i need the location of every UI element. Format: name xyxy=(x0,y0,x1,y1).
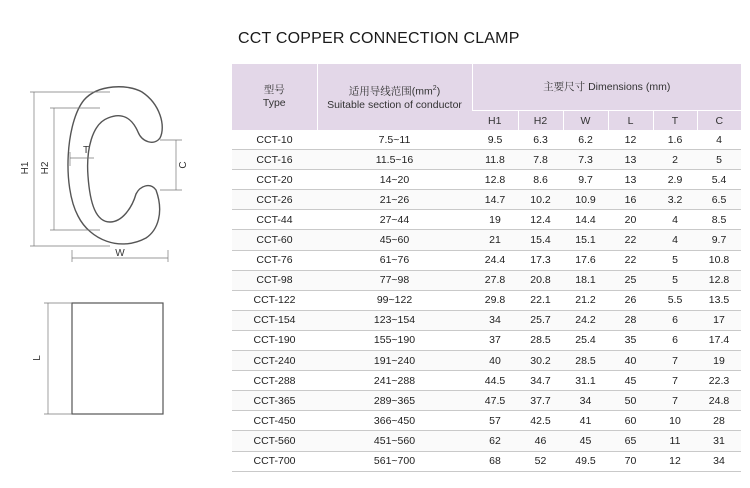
cell-w: 6.2 xyxy=(563,130,608,150)
cell-t: 4 xyxy=(653,210,697,230)
cell-h1: 24.4 xyxy=(472,250,518,270)
cell-t: 7 xyxy=(653,391,697,411)
col-header-h1: H1 xyxy=(472,111,518,131)
dimension-labels xyxy=(20,145,189,361)
cell-t: 5.5 xyxy=(653,290,697,310)
cell-h1: 12.8 xyxy=(472,170,518,190)
cell-h2: 22.1 xyxy=(518,290,563,310)
cell-section: 191~240 xyxy=(317,351,472,371)
cell-h2: 15.4 xyxy=(518,230,563,250)
cell-h1: 27.8 xyxy=(472,270,518,290)
cell-section: 366~450 xyxy=(317,411,472,431)
cell-type: CCT-10 xyxy=(232,130,317,150)
cell-l: 35 xyxy=(608,330,653,350)
cell-c: 12.8 xyxy=(697,270,741,290)
table-row xyxy=(232,391,741,411)
cell-l: 45 xyxy=(608,371,653,391)
cell-w: 7.3 xyxy=(563,150,608,170)
cell-h2: 42.5 xyxy=(518,411,563,431)
cell-t: 12 xyxy=(653,451,697,471)
cell-l: 16 xyxy=(608,190,653,210)
cell-h1: 34 xyxy=(472,310,518,330)
section-header-en: Suitable section of conductor xyxy=(327,98,462,111)
cell-section: 77~98 xyxy=(317,270,472,290)
cell-l: 28 xyxy=(608,310,653,330)
cell-section: 155~190 xyxy=(317,330,472,350)
cell-h1: 47.5 xyxy=(472,391,518,411)
section-header-cn: 适用导线范围$(mm^2)$ xyxy=(348,85,441,98)
table-body xyxy=(232,130,741,471)
cell-h2: 17.3 xyxy=(518,250,563,270)
cell-t: 1.6 xyxy=(653,130,697,150)
cell-type: CCT-365 xyxy=(232,391,317,411)
cell-c: 5 xyxy=(697,150,741,170)
cell-type: CCT-122 xyxy=(232,290,317,310)
col-header-h2: H2 xyxy=(518,111,563,131)
h1-label: H1 xyxy=(20,161,31,175)
cell-type: CCT-26 xyxy=(232,190,317,210)
cell-section: 561~700 xyxy=(317,451,472,471)
cell-c: 17 xyxy=(697,310,741,330)
cell-l: 22 xyxy=(608,250,653,270)
cell-type: CCT-560 xyxy=(232,431,317,451)
cell-section: 14~20 xyxy=(317,170,472,190)
cell-type: CCT-288 xyxy=(232,371,317,391)
cell-t: 5 xyxy=(653,270,697,290)
cell-h2: 10.2 xyxy=(518,190,563,210)
cell-type: CCT-240 xyxy=(232,351,317,371)
t-label: T xyxy=(82,145,90,156)
cell-t: 4 xyxy=(653,230,697,250)
clamp-side-view xyxy=(44,303,163,414)
dimensions-table xyxy=(232,64,741,472)
cell-c: 22.3 xyxy=(697,371,741,391)
table-row xyxy=(232,190,741,210)
cell-w: 45 xyxy=(563,431,608,451)
page-title: CCT COPPER CONNECTION CLAMP xyxy=(238,30,520,47)
col-header-w: W xyxy=(563,111,608,131)
cell-l: 22 xyxy=(608,230,653,250)
table-row xyxy=(232,330,741,350)
cell-type: CCT-20 xyxy=(232,170,317,190)
cell-w: 31.1 xyxy=(563,371,608,391)
table-row xyxy=(232,431,741,451)
col-header-c: C xyxy=(697,111,741,131)
cell-w: 34 xyxy=(563,391,608,411)
cell-section: 241~288 xyxy=(317,371,472,391)
cell-c: 13.5 xyxy=(697,290,741,310)
table-row xyxy=(232,310,741,330)
cell-w: 10.9 xyxy=(563,190,608,210)
w-label: W xyxy=(115,248,125,259)
table-row xyxy=(232,451,741,471)
cell-l: 13 xyxy=(608,150,653,170)
table-row xyxy=(232,150,741,170)
col-header-t: T xyxy=(653,111,697,131)
cell-c: 10.8 xyxy=(697,250,741,270)
cell-section: 99~122 xyxy=(317,290,472,310)
cell-w: 49.5 xyxy=(563,451,608,471)
cell-h2: 46 xyxy=(518,431,563,451)
cell-c: 19 xyxy=(697,351,741,371)
cell-t: 6 xyxy=(653,330,697,350)
table-row xyxy=(232,270,741,290)
cell-type: CCT-98 xyxy=(232,270,317,290)
cell-section: 21~26 xyxy=(317,190,472,210)
cell-t: 3.2 xyxy=(653,190,697,210)
cell-l: 26 xyxy=(608,290,653,310)
cell-type: CCT-60 xyxy=(232,230,317,250)
cell-h2: 37.7 xyxy=(518,391,563,411)
cell-c: 24.8 xyxy=(697,391,741,411)
cell-w: 18.1 xyxy=(563,270,608,290)
cell-section: 7.5~11 xyxy=(317,130,472,150)
cell-c: 6.5 xyxy=(697,190,741,210)
cell-l: 60 xyxy=(608,411,653,431)
cell-l: 25 xyxy=(608,270,653,290)
cell-h2: 6.3 xyxy=(518,130,563,150)
cell-type: CCT-190 xyxy=(232,330,317,350)
table-row xyxy=(232,210,741,230)
cell-h1: 9.5 xyxy=(472,130,518,150)
cell-t: 2.9 xyxy=(653,170,697,190)
type-header-en: Type xyxy=(262,97,286,109)
cell-w: 41 xyxy=(563,411,608,431)
cell-h2: 20.8 xyxy=(518,270,563,290)
cell-h2: 52 xyxy=(518,451,563,471)
cell-w: 21.2 xyxy=(563,290,608,310)
cell-l: 65 xyxy=(608,431,653,451)
cell-l: 13 xyxy=(608,170,653,190)
c-label: C xyxy=(178,161,189,169)
cell-section: 27~44 xyxy=(317,210,472,230)
cell-l: 70 xyxy=(608,451,653,471)
cell-h1: 44.5 xyxy=(472,371,518,391)
cell-c: 5.4 xyxy=(697,170,741,190)
cell-section: 45~60 xyxy=(317,230,472,250)
cell-c: 34 xyxy=(697,451,741,471)
l-label: L xyxy=(32,355,43,361)
cell-h2: 25.7 xyxy=(518,310,563,330)
clamp-drawing xyxy=(0,0,232,488)
dimension-lines xyxy=(30,92,182,262)
cell-type: CCT-700 xyxy=(232,451,317,471)
cell-c: 4 xyxy=(697,130,741,150)
table-row xyxy=(232,130,741,150)
cell-t: 6 xyxy=(653,310,697,330)
table-row xyxy=(232,230,741,250)
cell-type: CCT-76 xyxy=(232,250,317,270)
section-header xyxy=(317,64,472,130)
cell-l: 20 xyxy=(608,210,653,230)
cell-t: 7 xyxy=(653,351,697,371)
cell-w: 28.5 xyxy=(563,351,608,371)
cell-type: CCT-16 xyxy=(232,150,317,170)
type-header-cn: 型号 xyxy=(263,84,285,96)
cell-c: 31 xyxy=(697,431,741,451)
cell-h1: 14.7 xyxy=(472,190,518,210)
cell-w: 15.1 xyxy=(563,230,608,250)
cell-section: 123~154 xyxy=(317,310,472,330)
cell-h1: 19 xyxy=(472,210,518,230)
cell-section: 451~560 xyxy=(317,431,472,451)
cell-h1: 68 xyxy=(472,451,518,471)
cell-h1: 40 xyxy=(472,351,518,371)
cell-c: 8.5 xyxy=(697,210,741,230)
table-row xyxy=(232,351,741,371)
cell-l: 50 xyxy=(608,391,653,411)
table-row xyxy=(232,411,741,431)
cell-h1: 11.8 xyxy=(472,150,518,170)
cell-h2: 28.5 xyxy=(518,330,563,350)
cell-t: 10 xyxy=(653,411,697,431)
cell-h1: 37 xyxy=(472,330,518,350)
dimensions-header: 主要尺寸 Dimensions (mm) xyxy=(472,64,741,111)
cell-type: CCT-44 xyxy=(232,210,317,230)
cell-h2: 34.7 xyxy=(518,371,563,391)
cell-t: 5 xyxy=(653,250,697,270)
cell-c: 9.7 xyxy=(697,230,741,250)
cell-type: CCT-450 xyxy=(232,411,317,431)
c-clamp-profile xyxy=(68,87,162,244)
table-row xyxy=(232,371,741,391)
type-header xyxy=(232,64,317,130)
cell-t: 11 xyxy=(653,431,697,451)
table-row xyxy=(232,290,741,310)
cell-t: 7 xyxy=(653,371,697,391)
cell-h2: 30.2 xyxy=(518,351,563,371)
h2-label: H2 xyxy=(40,161,51,175)
cell-w: 17.6 xyxy=(563,250,608,270)
cell-h2: 12.4 xyxy=(518,210,563,230)
table-row xyxy=(232,250,741,270)
cell-t: 2 xyxy=(653,150,697,170)
cell-w: 14.4 xyxy=(563,210,608,230)
cell-l: 40 xyxy=(608,351,653,371)
cell-h2: 8.6 xyxy=(518,170,563,190)
cell-section: 61~76 xyxy=(317,250,472,270)
col-header-l: L xyxy=(608,111,653,131)
cell-h1: 29.8 xyxy=(472,290,518,310)
cell-type: CCT-154 xyxy=(232,310,317,330)
cell-c: 17.4 xyxy=(697,330,741,350)
cell-section: 289~365 xyxy=(317,391,472,411)
cell-c: 28 xyxy=(697,411,741,431)
cell-w: 24.2 xyxy=(563,310,608,330)
cell-h1: 57 xyxy=(472,411,518,431)
cell-h1: 62 xyxy=(472,431,518,451)
cell-l: 12 xyxy=(608,130,653,150)
cell-w: 25.4 xyxy=(563,330,608,350)
table-row xyxy=(232,170,741,190)
cell-h1: 21 xyxy=(472,230,518,250)
cell-w: 9.7 xyxy=(563,170,608,190)
cell-h2: 7.8 xyxy=(518,150,563,170)
cell-section: 11.5~16 xyxy=(317,150,472,170)
